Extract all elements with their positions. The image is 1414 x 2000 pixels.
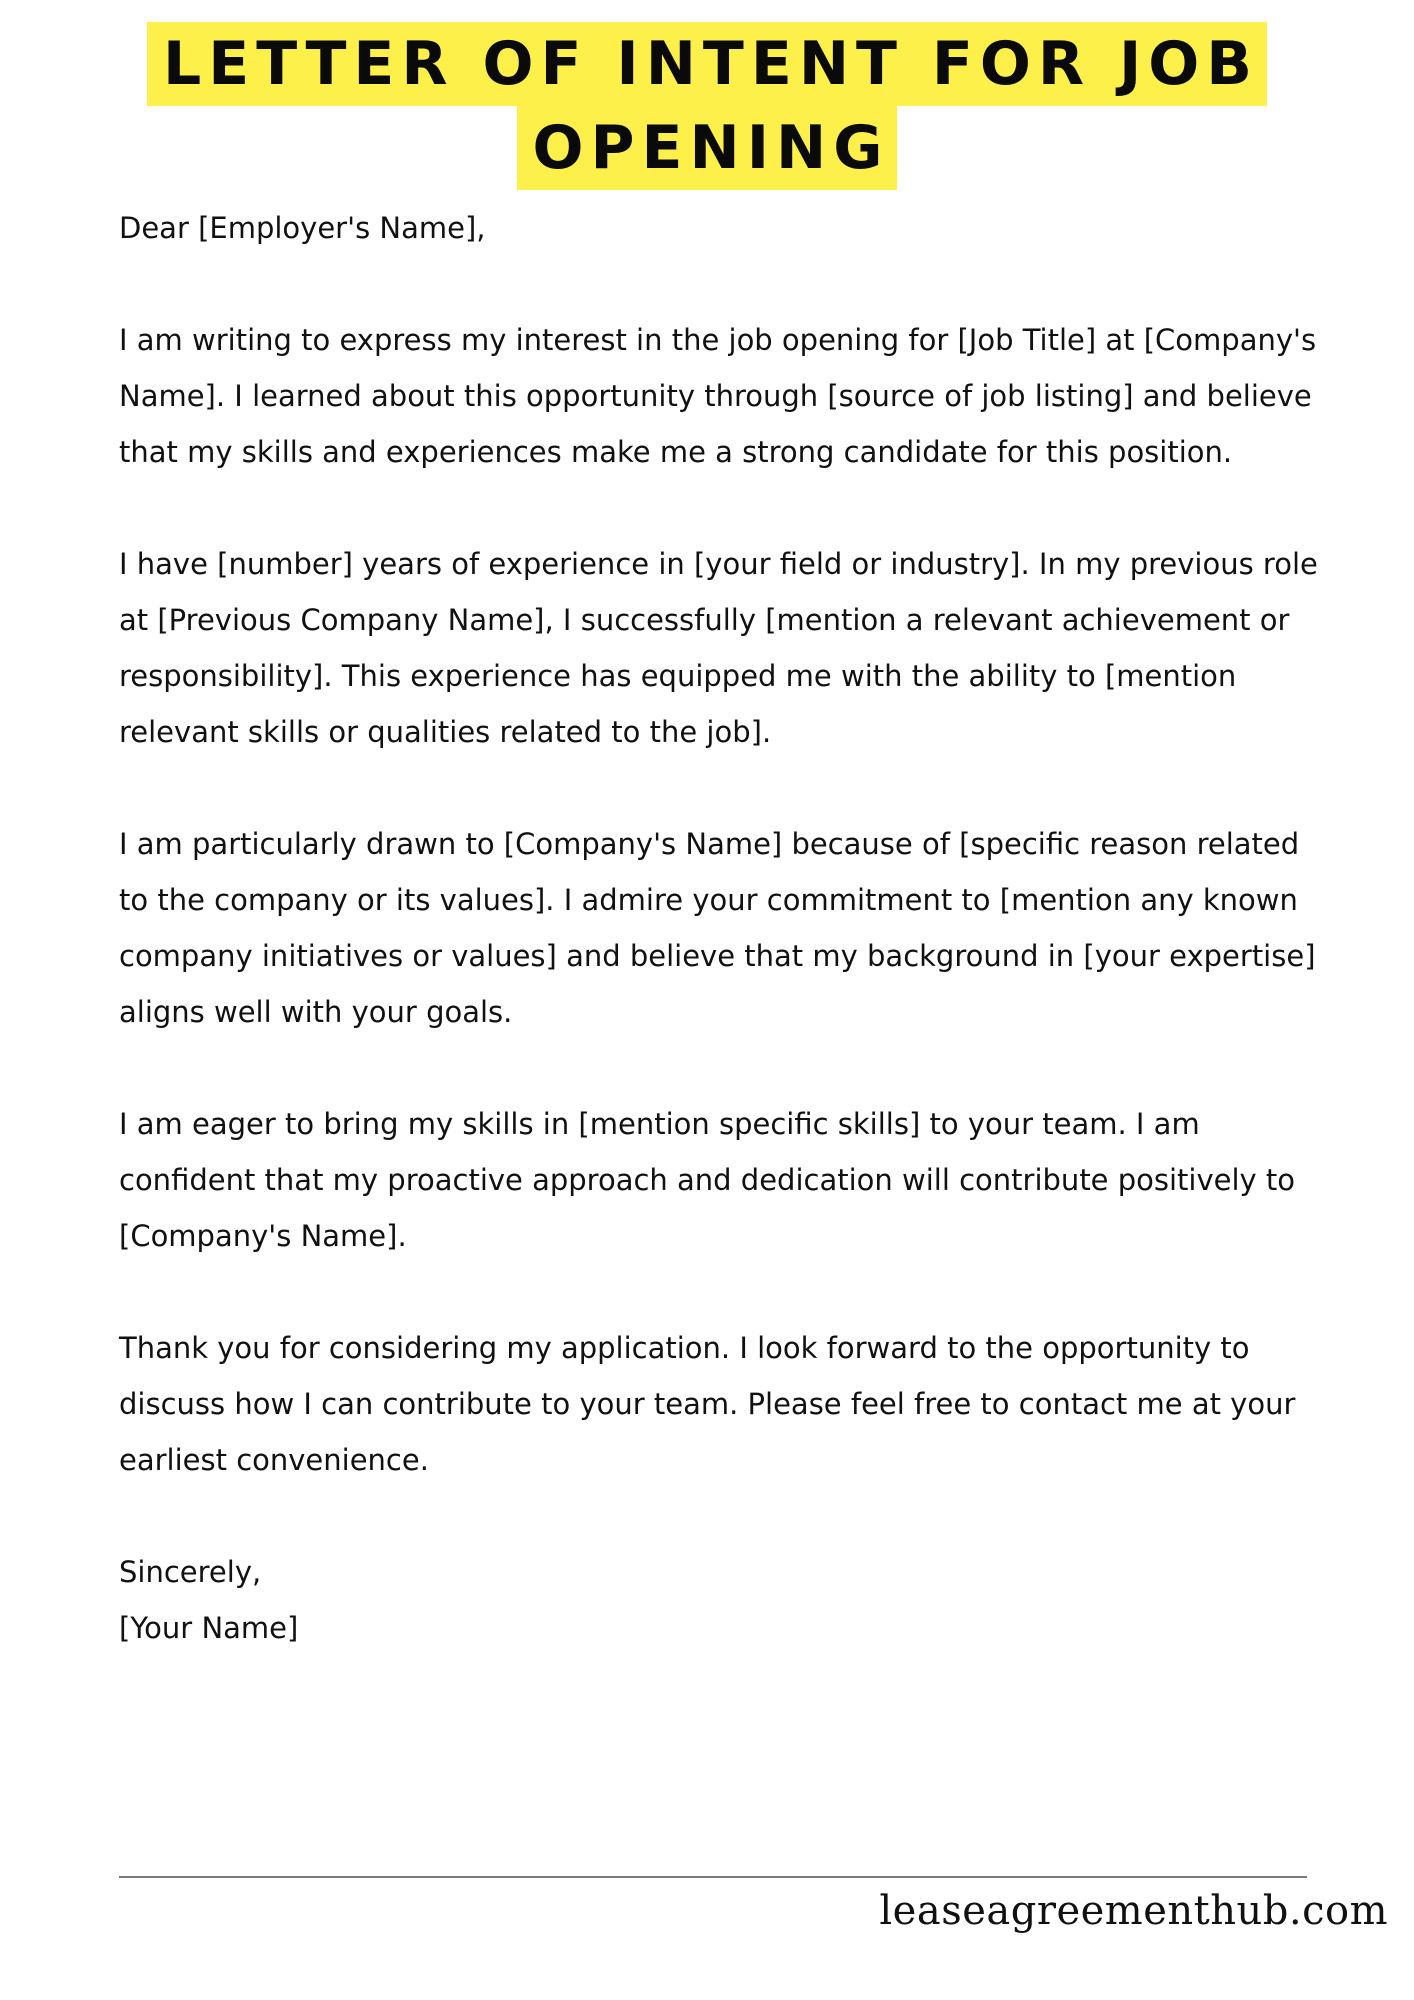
document-title (0, 22, 1414, 190)
signature: [Your Name] (119, 1611, 299, 1645)
footer-divider (119, 1876, 1307, 1878)
closing: Sincerely, (119, 1555, 262, 1589)
paragraph-3: I am particularly drawn to [Company's Name] because of [specific reason related to the company or its values]. I admire your commitment to [mention any known company initiatives or values] and believe that my background in [your expertise] aligns well with your goals. (119, 827, 1316, 1029)
letter-body (119, 200, 1319, 1656)
title-line-1: LETTER OF INTENT FOR JOB (147, 22, 1267, 106)
salutation: Dear [Employer's Name], (119, 211, 486, 245)
title-line-2: OPENING (517, 106, 898, 190)
paragraph-5: Thank you for considering my application. I look forward to the opportunity to discuss how I can contribute to your team. Please feel free to contact me at your earliest convenience. (119, 1331, 1296, 1477)
footer-brand: leaseagreementhub.com (879, 1888, 1388, 1934)
paragraph-4: I am eager to bring my skills in [mention specific skills] to your team. I am confident that my proactive approach and dedication will contribute positively to [Company's Name]. (119, 1107, 1296, 1253)
paragraph-2: I have [number] years of experience in [your field or industry]. In my previous role at [Previous Company Name], I successfully [mention a relevant achievement or responsibility]. This experience has equipped me with the ability to [mention relevant skills or qualities related to the job]. (119, 547, 1318, 749)
paragraph-1: I am writing to express my interest in the job opening for [Job Title] at [Company's Name]. I learned about this opportunity through [source of job listing] and believe that my skills and experiences make me a strong candidate for this position. (119, 323, 1317, 469)
